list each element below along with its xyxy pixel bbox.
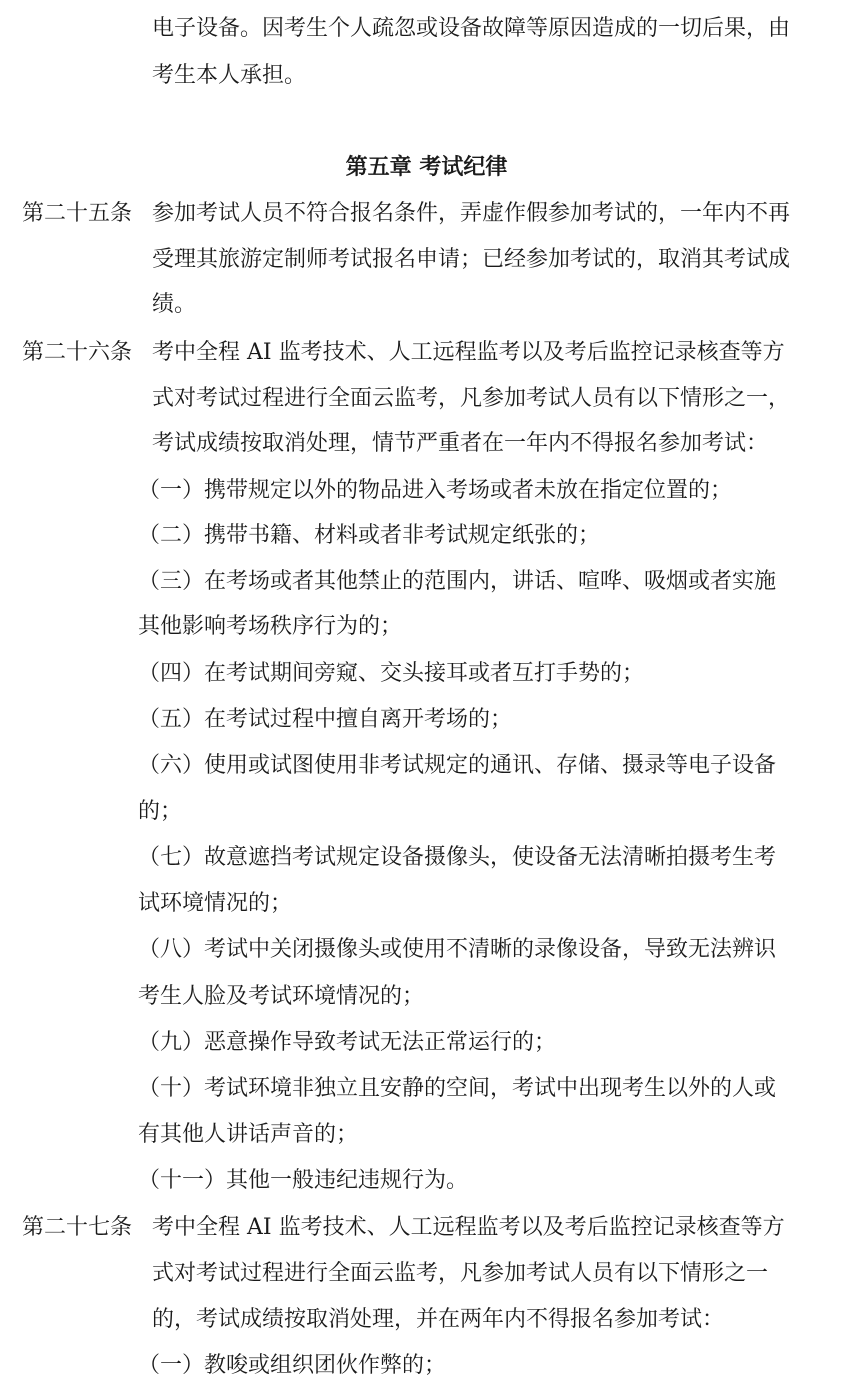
article-27-item-1: （一）教唆或组织团伙作弊的； [138,1353,447,1378]
article-26-item-3-cont: 其他影响考场秩序行为的； [138,614,403,639]
article-26-item-7: （七）故意遮挡考试规定设备摄像头，使设备无法清晰拍摄考生考 [138,845,777,870]
article-26-item-11: （十一）其他一般违纪违规行为。 [138,1168,469,1193]
article-25-line-2: 受理其旅游定制师考试报名申请；已经参加考试的，取消其考试成 [152,247,791,272]
article-26-item-5: （五）在考试过程中擅自离开考场的； [138,707,513,732]
article-26-item-8-cont: 考生人脸及考试环境情况的； [138,984,425,1009]
intro-line-2: 考生本人承担。 [152,63,307,88]
article-26-line-2: 式对考试过程进行全面云监考，凡参加考试人员有以下情形之一， [152,386,791,411]
article-27-line-3: 的，考试成绩按取消处理，并在两年内不得报名参加考试： [152,1307,725,1332]
article-26-item-8: （八）考试中关闭摄像头或使用不清晰的录像设备，导致无法辨识 [138,937,777,962]
article-26-item-10: （十）考试环境非独立且安静的空间，考试中出现考生以外的人或 [138,1076,777,1101]
article-26-item-4: （四）在考试期间旁窥、交头接耳或者互打手势的； [138,661,645,686]
article-26-item-3: （三）在考场或者其他禁止的范围内，讲话、喧哗、吸烟或者实施 [138,569,777,594]
article-26-item-6: （六）使用或试图使用非考试规定的通讯、存储、摄录等电子设备 [138,753,777,778]
article-26-item-7-cont: 试环境情况的； [138,891,293,916]
article-26-line-1: 考中全程 AI 监考技术、人工远程监考以及考后监控记录核查等方 [152,340,785,365]
article-26-item-10-cont: 有其他人讲话声音的； [138,1122,359,1147]
article-26-item-6-cont: 的； [138,799,183,824]
article-26-item-1: （一）携带规定以外的物品进入考场或者未放在指定位置的； [138,478,733,503]
article-25-line-1: 参加考试人员不符合报名条件，弄虚作假参加考试的，一年内不再 [152,201,791,226]
article-26-label: 第二十六条 [22,340,133,365]
chapter-title: 第五章 考试纪律 [345,154,508,180]
article-25-line-3: 绩。 [152,292,197,317]
article-26-line-3: 考试成绩按取消处理，情节严重者在一年内不得报名参加考试： [152,431,769,456]
article-25-label: 第二十五条 [22,201,133,226]
article-27-label: 第二十七条 [22,1215,133,1240]
intro-line-1: 电子设备。因考生个人疏忽或设备故障等原因造成的一切后果，由 [152,16,791,41]
article-26-item-9: （九）恶意操作导致考试无法正常运行的； [138,1030,557,1055]
article-27-line-2: 式对考试过程进行全面云监考，凡参加考试人员有以下情形之一 [152,1261,769,1286]
article-27-line-1: 考中全程 AI 监考技术、人工远程监考以及考后监控记录核查等方 [152,1215,785,1240]
article-26-item-2: （二）携带书籍、材料或者非考试规定纸张的； [138,523,601,548]
